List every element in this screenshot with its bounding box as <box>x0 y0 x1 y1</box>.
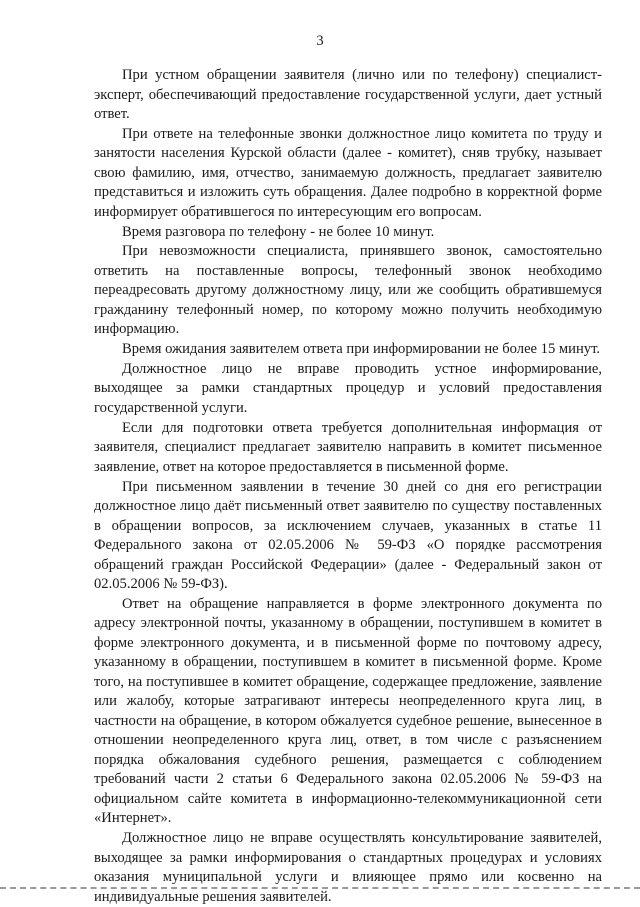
paragraph-written-response: При письменном заявлении в течение 30 дней со дня его регистрации должностное лицо даёт письменный ответ заявителю по существу поставленных в обращении вопросов, за исключением случаев, указанных в статье 11 Федерального закона от 02.05.2006 № 59-ФЗ «О порядке рассмотрения обращений граждан Российской Федерации» (далее - Федеральный закон от 02.05.2006 № 59-ФЗ). <box>94 478 602 593</box>
paragraph-consulting-limits: Должностное лицо не вправе осуществлять консультирование заявителей, выходящее за рамки информирования о стандартных процедурах и условиях оказания муниципальной услуги и влияющее прямо или косвенно на индивидуальные решения заявителей. <box>94 830 602 905</box>
paragraph-oral-request: При устном обращении заявителя (лично или по телефону) специалист-эксперт, обеспечивающий предоставление государственной услуги, дает устный ответ. <box>94 67 602 122</box>
page-bottom-divider <box>0 887 640 889</box>
paragraph-additional-info: Если для подготовки ответа требуется дополнительная информация от заявителя, специалист предлагает заявителю направить в комитет письменное заявление, ответ на которое предоставляется в письменной форме. <box>94 419 602 475</box>
paragraph-call-redirect: При невозможности специалиста, принявшего звонок, самостоятельно ответить на поставленные вопросы, телефонный звонок необходимо переадресовать другому должностному лицу, или же сообщить обратившемуся гражданину телефонный номер, по которому можно получить необходимую информацию. <box>94 243 602 338</box>
paragraph-oral-limits: Должностное лицо не вправе проводить устное информирование, выходящее за рамки стандартных процедур и условий предоставления государственной услуги. <box>94 360 602 416</box>
paragraph-wait-time: Время ожидания заявителем ответа при информировании не более 15 минут. <box>122 341 600 358</box>
paragraph-electronic-response: Ответ на обращение направляется в форме электронного документа по адресу электронной почты, указанному в обращении, поступившем в комитет в форме электронного документа, и в письменной форме по почтовому адресу, указанному в обращении, поступившем в комитет в письменной форме. Кроме того, на поступившее в комитет обращение, содержащее предложение, заявление или жалобу, которые затрагивают интересы неопределенного круга лиц, в частности на обращение, в котором обжалуется судебное решение, вынесенное в отношении неопределенного круга лиц, ответ, в том числе с разъяснением порядка обжалования судебного решения, размещается с соблюдением требований части 2 статьи 6 Федерального закона 02.05.2006 № 59-ФЗ на официальном сайте комитета в информационно-телекоммуникационной сети «Интернет». <box>94 595 602 827</box>
paragraph-call-duration: Время разговора по телефону - не более 10 минут. <box>122 223 435 240</box>
page-number: 3 <box>316 33 324 49</box>
document-body <box>94 66 602 907</box>
paragraph-phone-calls: При ответе на телефонные звонки должностное лицо комитета по труду и занятости населения Курской области (далее - комитет), сняв трубку, называет свою фамилию, имя, отчество, занимаемую должность, предлагает заявителю представиться и изложить суть обращения. Далее подробно в корректной форме информирует обратившегося по интересующим его вопросам. <box>94 125 602 220</box>
